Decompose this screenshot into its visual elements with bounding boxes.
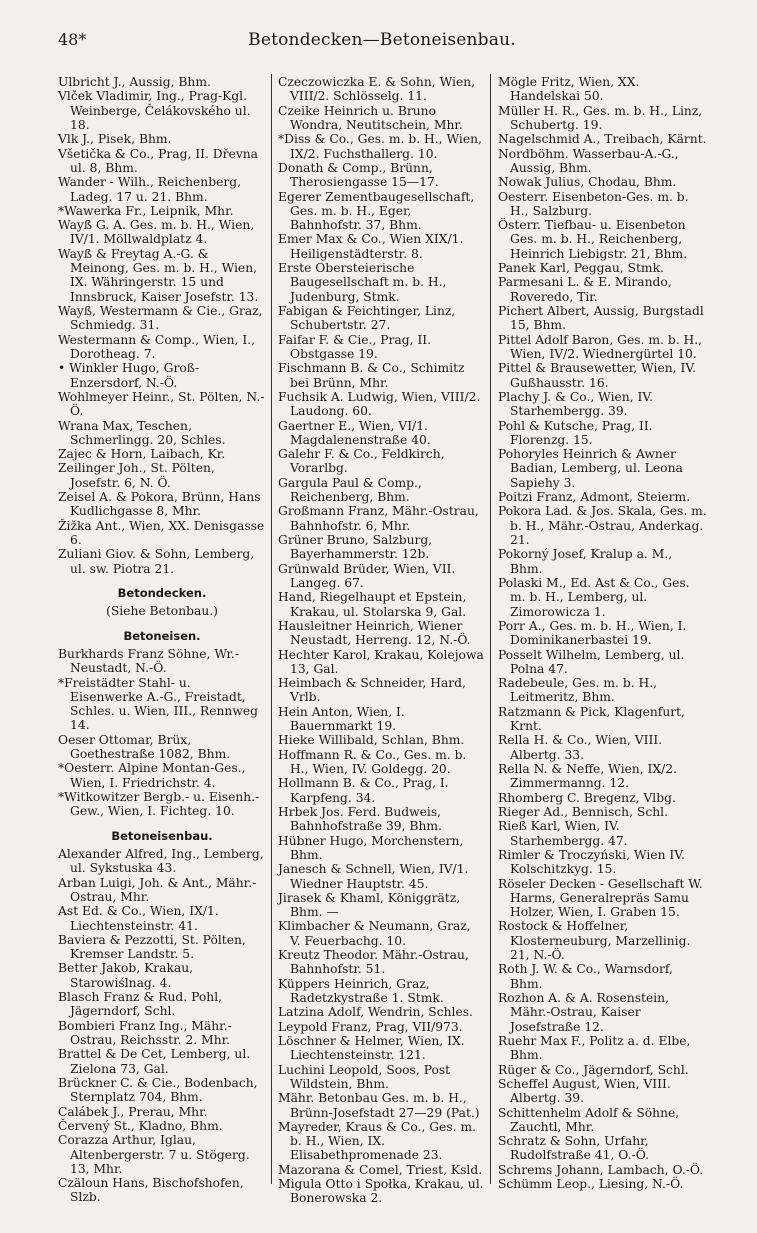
directory-entry: Wrana Max, Teschen, Schmerlingg. 20, Schles. [58, 418, 226, 447]
directory-entry: Rieger Ad., Bennisch, Schl. [498, 804, 668, 819]
directory-entry: Červený St., Kladno, Bhm. [58, 1118, 223, 1133]
section-heading: Betondecken. [117, 585, 207, 600]
directory-entry: Bombieri Franz Ing., Mähr.-Ostrau, Reichsstr. 2. Mhr. [58, 1018, 232, 1047]
directory-entry: Schittenhelm Adolf & Söhne, Zauchtl, Mhr. [498, 1105, 680, 1134]
directory-entry: Poitzi Franz, Admont, Steierm. [498, 490, 691, 505]
directory-entry: Alexander Alfred, Ing., Lemberg, ul. Sykstuska 43. [58, 846, 264, 876]
directory-entry: Fabigan & Feichtinger, Linz, Schubertstr. 27. [278, 304, 456, 333]
directory-entry: Pohl & Kutsche, Prag, II. Florenzg. 15. [498, 418, 653, 447]
directory-entry: Burkhards Franz Söhne, Wr.-Neustadt, N.-Ö. [58, 646, 239, 676]
directory-entry: Janesch & Schnell, Wien, IV/1. Wiedner Hauptstr. 45. [278, 862, 469, 891]
directory-entry: Nagelschmid A., Treibach, Kärnt. [498, 132, 707, 147]
directory-entry: Schratz & Sohn, Urfahr, Rudolfstraße 41, O.-Ö. [498, 1134, 649, 1163]
directory-entry: Ratzmann & Pick, Klagenfurt, Krnt. [498, 704, 685, 734]
directory-entry: Österr. Tiefbau- u. Eisenbeton Ges. m. b. H., Reichenberg, Heinrich Liebigstr. 21, Bhm. [498, 218, 688, 261]
directory-entry: Migula Otto i Społka, Krakau, ul. Bonerowska 2. [278, 1177, 484, 1206]
directory-entry: Ast Ed. & Co., Wien, IX/1. Liechtensteinstr. 41. [58, 904, 219, 933]
directory-entry: • Winkler Hugo, Groß-Enzersdorf, N.-Ö. [58, 361, 200, 390]
section-heading: Betoneisen. [123, 628, 201, 643]
column-divider [271, 74, 272, 1184]
directory-entry: Erste Obersteierische Baugesellschaft m. b. H., Judenburg, Stmk. [278, 261, 447, 304]
directory-entry: Roth J. W. & Co., Warnsdorf, Bhm. [498, 962, 673, 991]
directory-entry: *Freistädter Stahl- u. Eisenwerke A.-G., Freistadt, Schles. u. Wien, III., Rennweg 14. [58, 675, 259, 733]
directory-entry: Vlk J., Pisek, Bhm. [58, 132, 172, 147]
directory-entry: Brattel & De Cet, Lemberg, ul. Zielona 73, Gal. [58, 1047, 251, 1076]
directory-entry: Blasch Franz & Rud. Pohl, Jägerndorf, Schl. [58, 990, 223, 1019]
directory-column-3 [498, 75, 708, 1191]
directory-entry: Pokorný Josef, Kralup a. M., Bhm. [498, 547, 673, 576]
directory-entry: Rozhon A. & A. Rosenstein, Mähr.-Ostrau, Kaiser Josefstraße 12. [498, 991, 670, 1034]
directory-entry: Posselt Wilhelm, Lemberg, ul. Polna 47. [498, 647, 685, 676]
directory-entry: Röseler Decken - Gesellschaft W. Harms, Generalrepräs Samu Holzer, Wien, I. Graben 15. [498, 876, 703, 920]
directory-entry: Nowak Julius, Chodau, Bhm. [498, 175, 677, 190]
directory-entry: Arban Luigi, Joh. & Ant., Mähr.-Ostrau, Mhr. [58, 875, 257, 904]
directory-entry: Nordböhm. Wasserbau-A.-G., Aussig, Bhm. [498, 146, 679, 175]
directory-entry: Hrbek Jos. Ferd. Budweis, Bahnhofstraße 39, Bhm. [278, 804, 442, 834]
directory-entry: Heimbach & Schneider, Hard, Vrlb. [278, 676, 466, 705]
directory-entry: Fuchsik A. Ludwig, Wien, VIII/2. Laudong. 60. [278, 389, 481, 419]
directory-entry: Leypold Franz, Prag, VII/973. [278, 1019, 463, 1034]
directory-entry: Löschner & Helmer, Wien, IX. Liechtensteinstr. 121. [278, 1033, 465, 1063]
directory-entry: Rella N. & Neffe, Wien, IX/2. Zimmermanng. 12. [498, 762, 678, 791]
directory-entry: Klimbacher & Neumann, Graz, V. Feuerbachg. 10. [278, 919, 471, 948]
directory-entry: Küppers Heinrich, Graz, Radetzkystraße 1. Stmk. [278, 976, 444, 1005]
directory-entry: Wohlmeyer Heinr., St. Pölten, N.-Ö. [58, 389, 265, 419]
directory-entry: Scheffel August, Wien, VIII. Albertg. 39. [498, 1076, 671, 1106]
directory-entry: Žižka Ant., Wien, XX. Denisgasse 6. [58, 518, 265, 547]
directory-entry: Pittel Adolf Baron, Ges. m. b. H., Wien, IV/2. Wiednergürtel 10. [498, 332, 703, 361]
directory-entry: Ulbricht J., Aussig, Bhm. [58, 75, 211, 89]
directory-entry: Plachy J. & Co., Wien, IV. Starhembergg. 39. [498, 389, 654, 419]
directory-entry: Mazorana & Comel, Triest, Ksld. [278, 1162, 483, 1177]
page-title: Betondecken—Betoneisenbau. [248, 30, 516, 50]
directory-entry: Vlček Vladimir, Ing., Prag-Kgl. Weinberge, Čelákovského ul. 18. [58, 89, 251, 132]
directory-entry: Pohoryles Heinrich & Awner Badian, Lemberg, ul. Leona Sapiehy 3. [498, 447, 683, 490]
directory-entry: Pokora Lad. & Jos. Skala, Ges. m. b. H., Mähr.-Ostrau, Anderkag. 21. [498, 504, 707, 547]
directory-column-1 [58, 75, 266, 1205]
directory-entry: Baviera & Pezzotti, St. Pölten, Kremser Landstr. 5. [58, 932, 246, 962]
directory-entry: Zeilinger Joh., St. Pölten, Josefstr. 6, N. Ö. [58, 461, 215, 490]
directory-entry: Czeczowiczka E. & Sohn, Wien, VIII/2. Schlösselg. 11. [278, 75, 476, 104]
directory-entry: Westermann & Comp., Wien, I., Dorotheag. 7. [58, 332, 256, 361]
directory-entry: Emer Max & Co., Wien XIX/1. Heiligenstädterstr. 8. [278, 232, 464, 261]
directory-entry: Mähr. Betonbau Ges. m. b. H., Brünn-Josefstadt 27—29 (Pat.) [278, 1091, 480, 1120]
directory-entry: Mögle Fritz, Wien, XX. Handelskai 50. [498, 75, 640, 104]
directory-entry: Zeisel A. & Pokora, Brünn, Hans Kudlichgasse 8, Mhr. [58, 490, 261, 519]
directory-entry: Brückner C. & Cie., Bodenbach, Sternplatz 704, Bhm. [58, 1075, 258, 1105]
directory-column-2 [278, 75, 484, 1206]
directory-entry: Calábek J., Prerau, Mhr. [58, 1104, 208, 1119]
directory-entry: Parmesani L. & E. Mirando, Roveredo, Tir. [498, 275, 672, 304]
directory-entry: Wayß, Westermann & Cie., Graz, Schmiedg. 31. [58, 304, 263, 333]
directory-entry: *Wawerka Fr., Leipnik, Mhr. [58, 203, 234, 218]
directory-entry: Czeike Heinrich u. Bruno Wondra, Neutitschein, Mhr. [278, 103, 463, 132]
directory-entry: Latzina Adolf, Wendrin, Schles. [278, 1005, 473, 1020]
directory-entry: Oesterr. Eisenbeton-Ges. m. b. H., Salzburg. [498, 189, 689, 218]
directory-entry: Zajec & Horn, Laibach, Kr. [58, 447, 226, 462]
directory-entry: Galehr F. & Co., Feldkirch, Vorarlbg. [278, 447, 445, 476]
directory-entry: Hein Anton, Wien, I. Bauernmarkt 19. [278, 704, 405, 734]
directory-entry: Oeser Ottomar, Brüx, Goethestraße 1082, Bhm. [58, 732, 231, 762]
directory-entry: Gargula Paul & Comp., Reichenberg, Bhm. [278, 475, 422, 505]
directory-entry: Jirasek & Khaml, Königgrätz, Bhm. — [278, 890, 461, 920]
column-divider [490, 74, 491, 1184]
directory-entry: Polaski M., Ed. Ast & Co., Ges. m. b. H., Lemberg, ul. Zimorowicza 1. [498, 575, 690, 619]
directory-entry: Radebeule, Ges. m. b. H., Leitmeritz, Bhm. [498, 676, 658, 705]
directory-entry: Hoffmann R. & Co., Ges. m. b. H., Wien, IV. Goldegg. 20. [278, 747, 467, 776]
directory-entry: Hieke Willibald, Schlan, Bhm. [278, 733, 465, 748]
directory-entry: *Witkowitzer Bergb.- u. Eisenh.-Gew., Wien, I. Fichteg. 10. [58, 790, 260, 819]
directory-entry: Schümm Leop., Liesing, N.-Ö. [498, 1177, 684, 1192]
directory-entry: Luchini Leopold, Soos, Post Wildstein, Bhm. [278, 1062, 451, 1091]
directory-entry: Panek Karl, Peggau, Stmk. [498, 261, 664, 276]
directory-entry: Ruehr Max F., Politz a. d. Elbe, Bhm. [498, 1033, 691, 1063]
directory-entry: Všetička & Co., Prag, II. Dřevna ul. 8, Bhm. [58, 146, 259, 175]
directory-entry: Mayreder, Kraus & Co., Ges. m. b. H., Wien, IX. Elisabethpromenade 23. [278, 1119, 477, 1163]
page-number: 48* [58, 30, 87, 49]
directory-entry: Egerer Zementbaugesellschaft, Ges. m. b. H., Eger, Bahnhofstr. 37, Bhm. [278, 189, 475, 233]
directory-entry: *Oesterr. Alpine Montan-Ges., Wien, I. Friedrichstr. 4. [58, 761, 246, 790]
directory-entry: Hand, Riegelhaupt et Epstein, Krakau, ul. Stolarska 9, Gal. [278, 590, 467, 619]
directory-entry: Corazza Arthur, Iglau, Altenbergerstr. 7 u. Stögerg. 13, Mhr. [58, 1133, 250, 1176]
directory-entry: Rieß Karl, Wien, IV. Starhembergg. 47. [498, 819, 628, 848]
directory-entry: Rostock & Hoffelner, Klosterneuburg, Marzellinig. 21, N.-Ö. [498, 919, 691, 963]
directory-entry: Kreutz Theodor. Mähr.-Ostrau, Bahnhofstr. 51. [278, 948, 469, 977]
directory-entry: Pichert Albert, Aussig, Burgstadl 15, Bhm. [498, 304, 704, 333]
section-reference: (Siehe Betonbau.) [106, 604, 218, 619]
directory-entry: Gaertner E., Wien, VI/1. Magdalenenstraße 40. [278, 418, 431, 447]
directory-entry: Wander - Wilh., Reichenberg, Ladeg. 17 u. 21. Bhm. [58, 175, 242, 204]
directory-entry: Schrems Johann, Lambach, O.-Ö. [498, 1162, 704, 1177]
directory-entry: Rimler & Troczyński, Wien IV. Kolschitzkyg. 15. [498, 847, 685, 877]
directory-entry: Hausleitner Heinrich, Wiener Neustadt, Herreng. 12, N.-Ö. [278, 618, 471, 648]
directory-entry: Wayß & Freytag A.-G. & Meinong, Ges. m. b. H., Wien, IX. Währingerstr. 15 und Innsbruck, Kaiser Josefstr. 13. [58, 246, 259, 304]
directory-entry: Hübner Hugo, Morchenstern, Bhm. [278, 833, 464, 862]
directory-entry: Porr A., Ges. m. b. H., Wien, I. Dominikanerbastei 19. [498, 618, 687, 648]
directory-entry: Großmann Franz, Mähr.-Ostrau, Bahnhofstr. 6, Mhr. [278, 504, 479, 533]
directory-entry: Grünwald Brüder, Wien, VII. Langeg. 67. [278, 561, 456, 590]
directory-entry: Grüner Bruno, Salzburg, Bayerhammerstr. 12b. [278, 533, 433, 562]
directory-entry: Rella H. & Co., Wien, VIII. Albertg. 33. [498, 733, 663, 762]
directory-entry: Better Jakob, Krakau, Starowiślnag. 4. [58, 961, 194, 990]
directory-entry: Fischmann B. & Co., Schimitz bei Brünn, Mhr. [278, 361, 465, 390]
directory-entry: Pittel & Brausewetter, Wien, IV. Gußhausstr. 16. [498, 361, 696, 390]
directory-entry: Rüger & Co., Jägerndorf, Schl. [498, 1062, 689, 1077]
page-header [58, 28, 706, 56]
section-heading: Betoneisenbau. [111, 828, 213, 843]
directory-entry: Müller H. R., Ges. m. b. H., Linz, Schubertg. 19. [498, 103, 703, 132]
directory-entry: Hechter Karol, Krakau, Kolejowa 13, Gal. [278, 647, 484, 676]
directory-entry: Faifar F. & Cie., Prag, II. Obstgasse 19. [278, 332, 432, 361]
directory-entry: Donath & Comp., Brünn, Therosiengasse 15—17. [278, 160, 439, 190]
directory-entry: Zuliani Giov. & Sohn, Lemberg, ul. sw. Piotra 21. [58, 547, 255, 576]
directory-entry: Hollmann B. & Co., Prag, I. Karpfeng. 34. [278, 776, 449, 805]
directory-entry: Wayß G. A. Ges. m. b. H., Wien, IV/1. Möllwaldplatz 4. [58, 218, 255, 247]
directory-entry: Czäloun Hans, Bischofshofen, Slzb. [58, 1176, 244, 1205]
directory-entry: *Diss & Co., Ges. m. b. H., Wien, IX/2. Fuchsthallerg. 10. [278, 132, 482, 161]
directory-entry: Rhomberg C. Bregenz, Vlbg. [498, 790, 676, 805]
